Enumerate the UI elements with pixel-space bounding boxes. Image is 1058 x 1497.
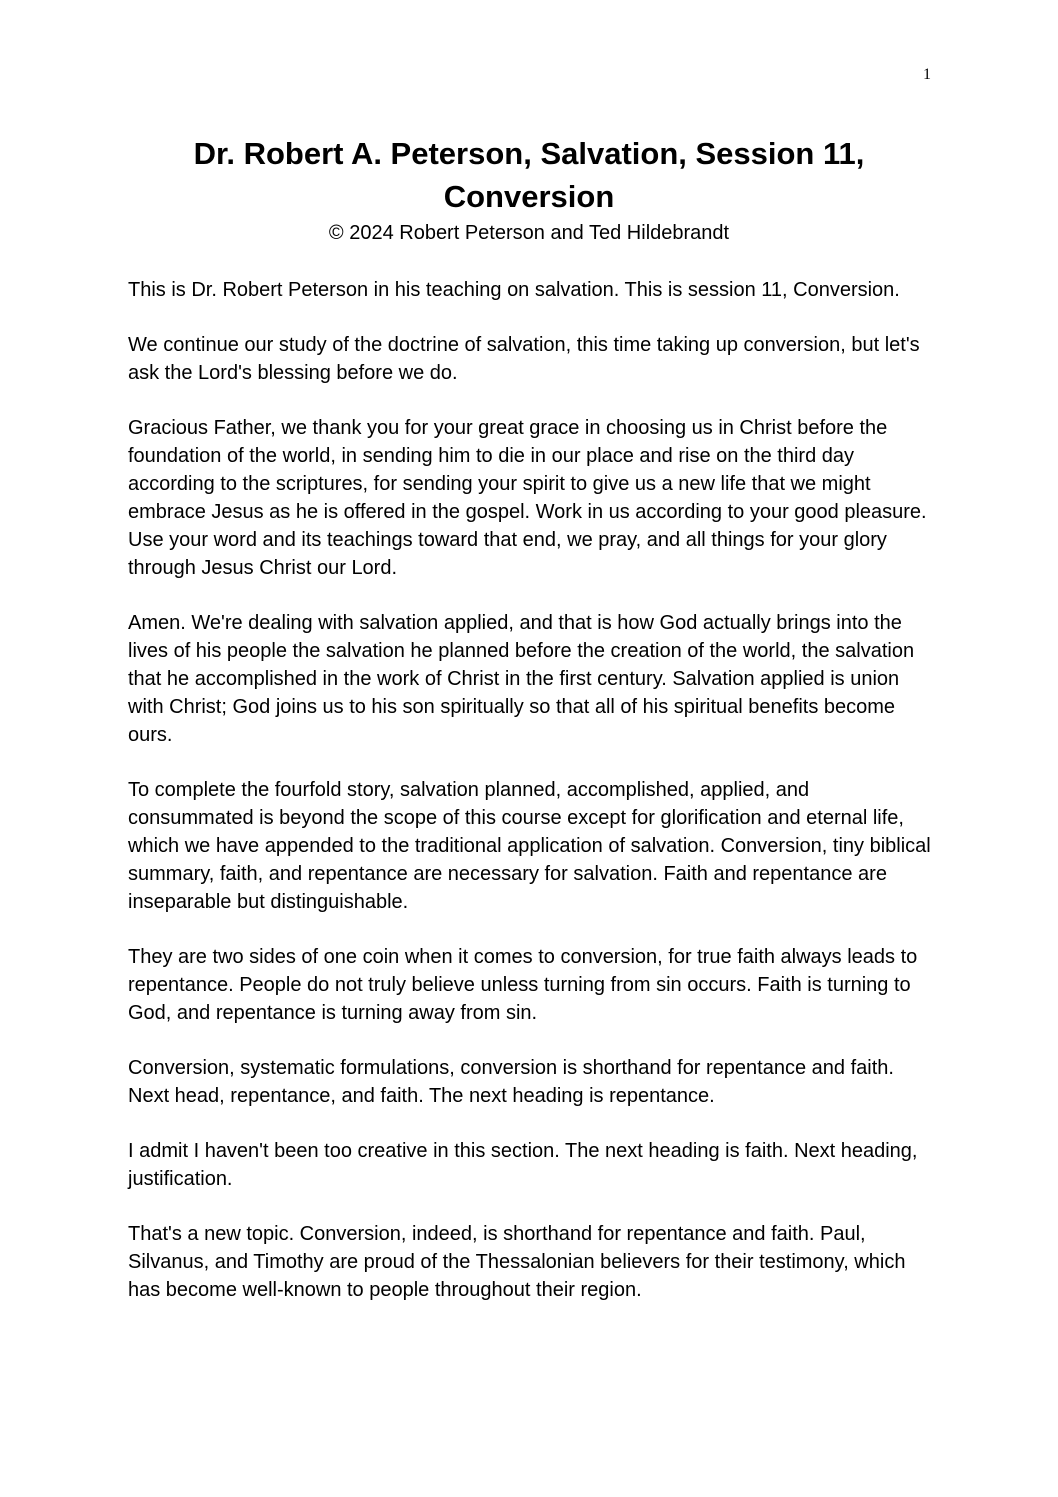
paragraph: I admit I haven't been too creative in this section. The next heading is faith. Next heading, justification. [128,1140,918,1190]
paragraph: Amen. We're dealing with salvation applied, and that is how God actually brings into the lives of his people the salvation he planned before the creation of the world, the salvation that he accomplished in the work of Christ in the first century. Salvation applied is union with Christ; God joins us to his son spiritually so that all of his spiritual benefits become ours. [128,612,915,746]
paragraph: That's a new topic. Conversion, indeed, is shorthand for repentance and faith. Paul, Silvanus, and Timothy are proud of the Thessalonian believers for their testimony, which has become well-known to people throughout their region. [128,1223,906,1301]
paragraph: They are two sides of one coin when it comes to conversion, for true faith always leads to repentance. People do not truly believe unless turning from sin occurs. Faith is turning to God, and repentance is turning away from sin. [128,946,918,1024]
paragraph: This is Dr. Robert Peterson in his teaching on salvation. This is session 11, Conversion. [128,279,900,301]
paragraph: Conversion, systematic formulations, conversion is shorthand for repentance and faith. Next head, repentance, and faith. The next heading is repentance. [128,1057,894,1107]
copyright-line: © 2024 Robert Peterson and Ted Hildebrandt [328,222,730,244]
document-title: Dr. Robert A. Peterson, Salvation, Session 11, Conversion [193,136,865,214]
paragraph: To complete the fourfold story, salvation planned, accomplished, applied, and consummated is beyond the scope of this course except for glorification and eternal life, which we have appended to the traditional application of salvation. Conversion, tiny biblical summary, faith, and repentance are necessary for salvation. Faith and repentance are inseparable but distinguishable. [128,779,931,913]
page-number: 1 [923,66,931,83]
paragraph: Gracious Father, we thank you for your great grace in choosing us in Christ before the foundation of the world, in sending him to die in our place and rise on the third day according to the scriptures, for sending your spirit to give us a new life that we might embrace Jesus as he is offered in the gospel. Work in us according to your good pleasure. Use your word and its teachings toward that end, we pray, and all things for your glory through Jesus Christ our Lord. [128,417,927,579]
paragraph: We continue our study of the doctrine of salvation, this time taking up conversion, but let's ask the Lord's blessing before we do. [128,334,920,384]
document-body [128,276,933,1331]
document-header [128,132,930,246]
